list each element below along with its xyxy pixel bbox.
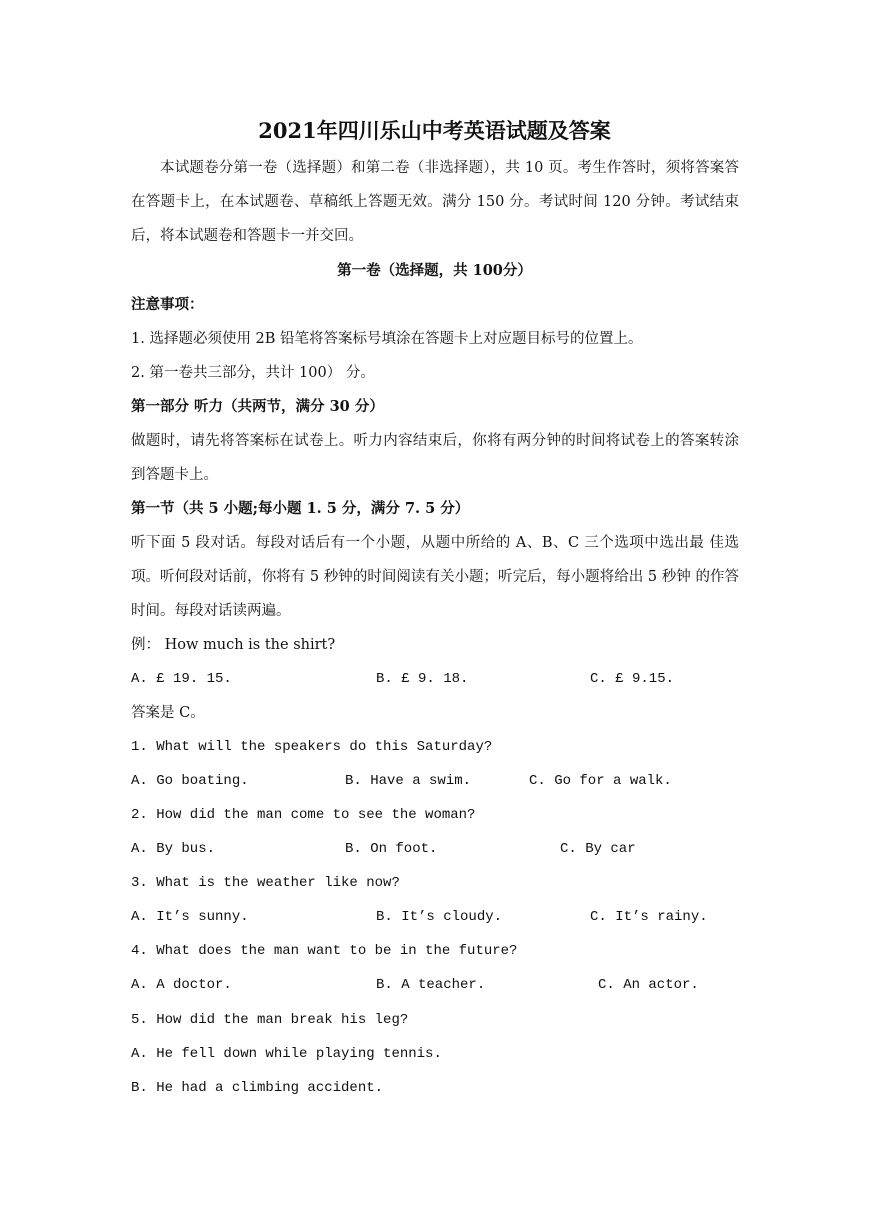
question-2: 2. How did the man come to see the woman? — [131, 807, 476, 823]
sec1-instructions: 听下面 5 段对话。每段对话后有一个小题，从题中所给的 A、B、C 三个选项中选出最 佳选项。听何段对话前，你将有 5 秒钟的时间阅读有关小题；听完后，每小题将给出 5 秒钟 的作答时间。每段对话读两遍。 — [131, 535, 739, 619]
example-option-a: A. £ 19. 15. — [131, 671, 232, 687]
q1-option-a: A. Go boating. — [131, 773, 249, 789]
q4-option-a: A. A doctor. — [131, 977, 232, 993]
example-answer: 答案是 C。 — [131, 705, 205, 721]
part1-heading: 第一部分 听力（共两节，满分 30 分） — [131, 398, 384, 415]
notice-item: 2. 第一卷共三部分，共计 100） 分。 — [131, 365, 375, 381]
question-5: 5. How did the man break his leg? — [131, 1012, 409, 1028]
notice-heading: 注意事项： — [131, 296, 204, 313]
q4-option-b: B. A teacher. — [376, 977, 486, 993]
q2-option-a: A. By bus. — [131, 841, 216, 857]
section1-heading: 第一卷（选择题，共 100分） — [337, 262, 532, 279]
q5-option-a: A. He fell down while playing tennis. — [131, 1046, 442, 1062]
q2-option-c: C. By car — [560, 841, 636, 857]
q2-option-b: B. On foot. — [345, 841, 438, 857]
q1-option-b: B. Have a swim. — [345, 773, 472, 789]
q1-option-c: C. Go for a walk. — [529, 773, 672, 789]
intro-paragraph: 本试题卷分第一卷（选择题）和第二卷（非选择题），共 10 页。考生作答时，须将答案答在答题卡上，在本试题卷、草稿纸上答题无效。满分 150 分。考试时间 120 分钟。考试结束后，将本试题卷和答题卡一并交回。 — [131, 160, 739, 244]
question-4: 4. What does the man want to be in the future? — [131, 943, 518, 959]
question-1: 1. What will the speakers do this Saturday? — [131, 739, 493, 755]
q4-option-c: C. An actor. — [598, 977, 699, 993]
sec1-heading: 第一节（共 5 小题;每小题 1. 5 分，满分 7. 5 分） — [131, 500, 470, 517]
notice-item: 1. 选择题必须使用 2B 铅笔将答案标号填涂在答题卡上对应题目标号的位置上。 — [131, 331, 643, 347]
page-title: 2021年四川乐山中考英语试题及答案 — [258, 118, 611, 143]
q3-option-c: C. It’s rainy. — [590, 909, 708, 925]
q3-option-a: A. It’s sunny. — [131, 909, 249, 925]
example-option-c: C. £ 9.15. — [590, 671, 675, 687]
example-option-b: B. £ 9. 18. — [376, 671, 469, 687]
example-question: 例： How much is the shirt? — [131, 637, 336, 653]
q3-option-b: B. It’s cloudy. — [376, 909, 503, 925]
part1-instructions: 做题时，请先将答案标在试卷上。听力内容结束后，你将有两分钟的时间将试卷上的答案转涂到答题卡上。 — [131, 433, 739, 483]
question-3: 3. What is the weather like now? — [131, 875, 400, 891]
q5-option-b: B. He had a climbing accident. — [131, 1080, 384, 1096]
